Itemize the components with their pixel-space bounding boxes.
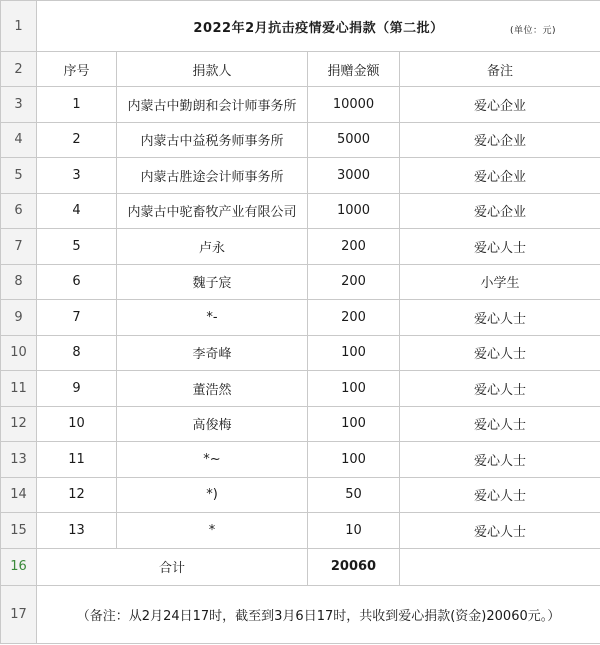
- cell-amount[interactable]: 3000: [308, 158, 400, 194]
- row-number[interactable]: 10: [1, 335, 37, 371]
- table-row: [1, 371, 600, 407]
- table-row: [1, 442, 600, 478]
- cell-amount[interactable]: 10: [308, 513, 400, 549]
- cell-donor[interactable]: 内蒙古中驼畜牧产业有限公司: [117, 193, 308, 229]
- cell-amount[interactable]: 10000: [308, 87, 400, 123]
- row-number[interactable]: 7: [1, 229, 37, 265]
- cell-remark[interactable]: 小学生: [400, 264, 600, 300]
- cell-remark[interactable]: 爱心人士: [400, 229, 600, 265]
- cell-remark[interactable]: 爱心人士: [400, 406, 600, 442]
- table-row: [1, 335, 600, 371]
- row-number[interactable]: 14: [1, 477, 37, 513]
- note-cell[interactable]: （备注：从2月24日17时，截至到3月6日17时，共收到爱心捐款(资金)20060元。）: [37, 585, 600, 643]
- cell-remark[interactable]: 爱心人士: [400, 513, 600, 549]
- table-row: [1, 158, 600, 194]
- sheet-title: 2022年2月抗击疫情爱心捐款（第二批）: [193, 20, 444, 36]
- cell-remark[interactable]: 爱心企业: [400, 122, 600, 158]
- cell-donor[interactable]: 董浩然: [117, 371, 308, 407]
- row-number[interactable]: 2: [1, 52, 37, 87]
- row-number[interactable]: 9: [1, 300, 37, 336]
- row-number[interactable]: 15: [1, 513, 37, 549]
- cell-donor[interactable]: *: [117, 513, 308, 549]
- cell-donor[interactable]: 内蒙古中益税务师事务所: [117, 122, 308, 158]
- note-row: [1, 585, 600, 643]
- cell-amount[interactable]: 50: [308, 477, 400, 513]
- header-remark[interactable]: 备注: [400, 52, 600, 87]
- cell-amount[interactable]: 200: [308, 264, 400, 300]
- cell-remark[interactable]: 爱心企业: [400, 193, 600, 229]
- cell-index[interactable]: 7: [37, 300, 117, 336]
- total-label[interactable]: 合计: [37, 548, 308, 585]
- header-index[interactable]: 序号: [37, 52, 117, 87]
- row-number[interactable]: 8: [1, 264, 37, 300]
- cell-remark[interactable]: 爱心企业: [400, 158, 600, 194]
- cell-amount[interactable]: 1000: [308, 193, 400, 229]
- cell-amount[interactable]: 100: [308, 371, 400, 407]
- cell-index[interactable]: 9: [37, 371, 117, 407]
- cell-remark[interactable]: 爱心人士: [400, 300, 600, 336]
- row-number[interactable]: 17: [1, 585, 37, 643]
- cell-index[interactable]: 1: [37, 87, 117, 123]
- table-row: [1, 193, 600, 229]
- cell-index[interactable]: 2: [37, 122, 117, 158]
- header-row: [1, 52, 600, 87]
- table-row: [1, 406, 600, 442]
- cell-donor[interactable]: 内蒙古胜途会计师事务所: [117, 158, 308, 194]
- row-number[interactable]: 13: [1, 442, 37, 478]
- total-row: [1, 548, 600, 585]
- cell-amount[interactable]: 5000: [308, 122, 400, 158]
- cell-remark[interactable]: 爱心人士: [400, 371, 600, 407]
- row-number[interactable]: 4: [1, 122, 37, 158]
- cell-donor[interactable]: *-: [117, 300, 308, 336]
- cell-amount[interactable]: 200: [308, 229, 400, 265]
- cell-index[interactable]: 11: [37, 442, 117, 478]
- header-amount[interactable]: 捐赠金额: [308, 52, 400, 87]
- row-number[interactable]: 3: [1, 87, 37, 123]
- table-row: [1, 122, 600, 158]
- cell-amount[interactable]: 100: [308, 406, 400, 442]
- total-value[interactable]: 20060: [308, 548, 400, 585]
- row-number[interactable]: 5: [1, 158, 37, 194]
- title-cell[interactable]: [37, 1, 600, 52]
- cell-remark[interactable]: 爱心人士: [400, 477, 600, 513]
- row-number[interactable]: 11: [1, 371, 37, 407]
- cell-index[interactable]: 6: [37, 264, 117, 300]
- cell-donor[interactable]: 卢永: [117, 229, 308, 265]
- unit-label: (单位：元): [510, 26, 557, 36]
- row-number[interactable]: 1: [1, 1, 37, 52]
- table-row: [1, 264, 600, 300]
- cell-remark[interactable]: 爱心人士: [400, 335, 600, 371]
- cell-donor[interactable]: *~: [117, 442, 308, 478]
- header-donor[interactable]: 捐款人: [117, 52, 308, 87]
- row-number[interactable]: 12: [1, 406, 37, 442]
- row-number[interactable]: 16: [1, 548, 37, 585]
- table-row: [1, 513, 600, 549]
- cell-index[interactable]: 3: [37, 158, 117, 194]
- cell-index[interactable]: 12: [37, 477, 117, 513]
- table-row: [1, 300, 600, 336]
- table-row: [1, 229, 600, 265]
- cell-donor[interactable]: 魏子宸: [117, 264, 308, 300]
- cell-remark[interactable]: 爱心人士: [400, 442, 600, 478]
- row-number[interactable]: 6: [1, 193, 37, 229]
- cell-donor[interactable]: 李奇峰: [117, 335, 308, 371]
- cell-index[interactable]: 10: [37, 406, 117, 442]
- cell-remark[interactable]: 爱心企业: [400, 87, 600, 123]
- cell-index[interactable]: 5: [37, 229, 117, 265]
- cell-index[interactable]: 8: [37, 335, 117, 371]
- cell-amount[interactable]: 200: [308, 300, 400, 336]
- total-remark-cell[interactable]: [400, 548, 600, 585]
- cell-donor[interactable]: 内蒙古中勤朗和会计师事务所: [117, 87, 308, 123]
- cell-amount[interactable]: 100: [308, 335, 400, 371]
- title-row: [1, 1, 600, 52]
- cell-amount[interactable]: 100: [308, 442, 400, 478]
- cell-donor[interactable]: 高俊梅: [117, 406, 308, 442]
- cell-index[interactable]: 4: [37, 193, 117, 229]
- table-row: [1, 477, 600, 513]
- table-row: [1, 87, 600, 123]
- cell-index[interactable]: 13: [37, 513, 117, 549]
- cell-donor[interactable]: *): [117, 477, 308, 513]
